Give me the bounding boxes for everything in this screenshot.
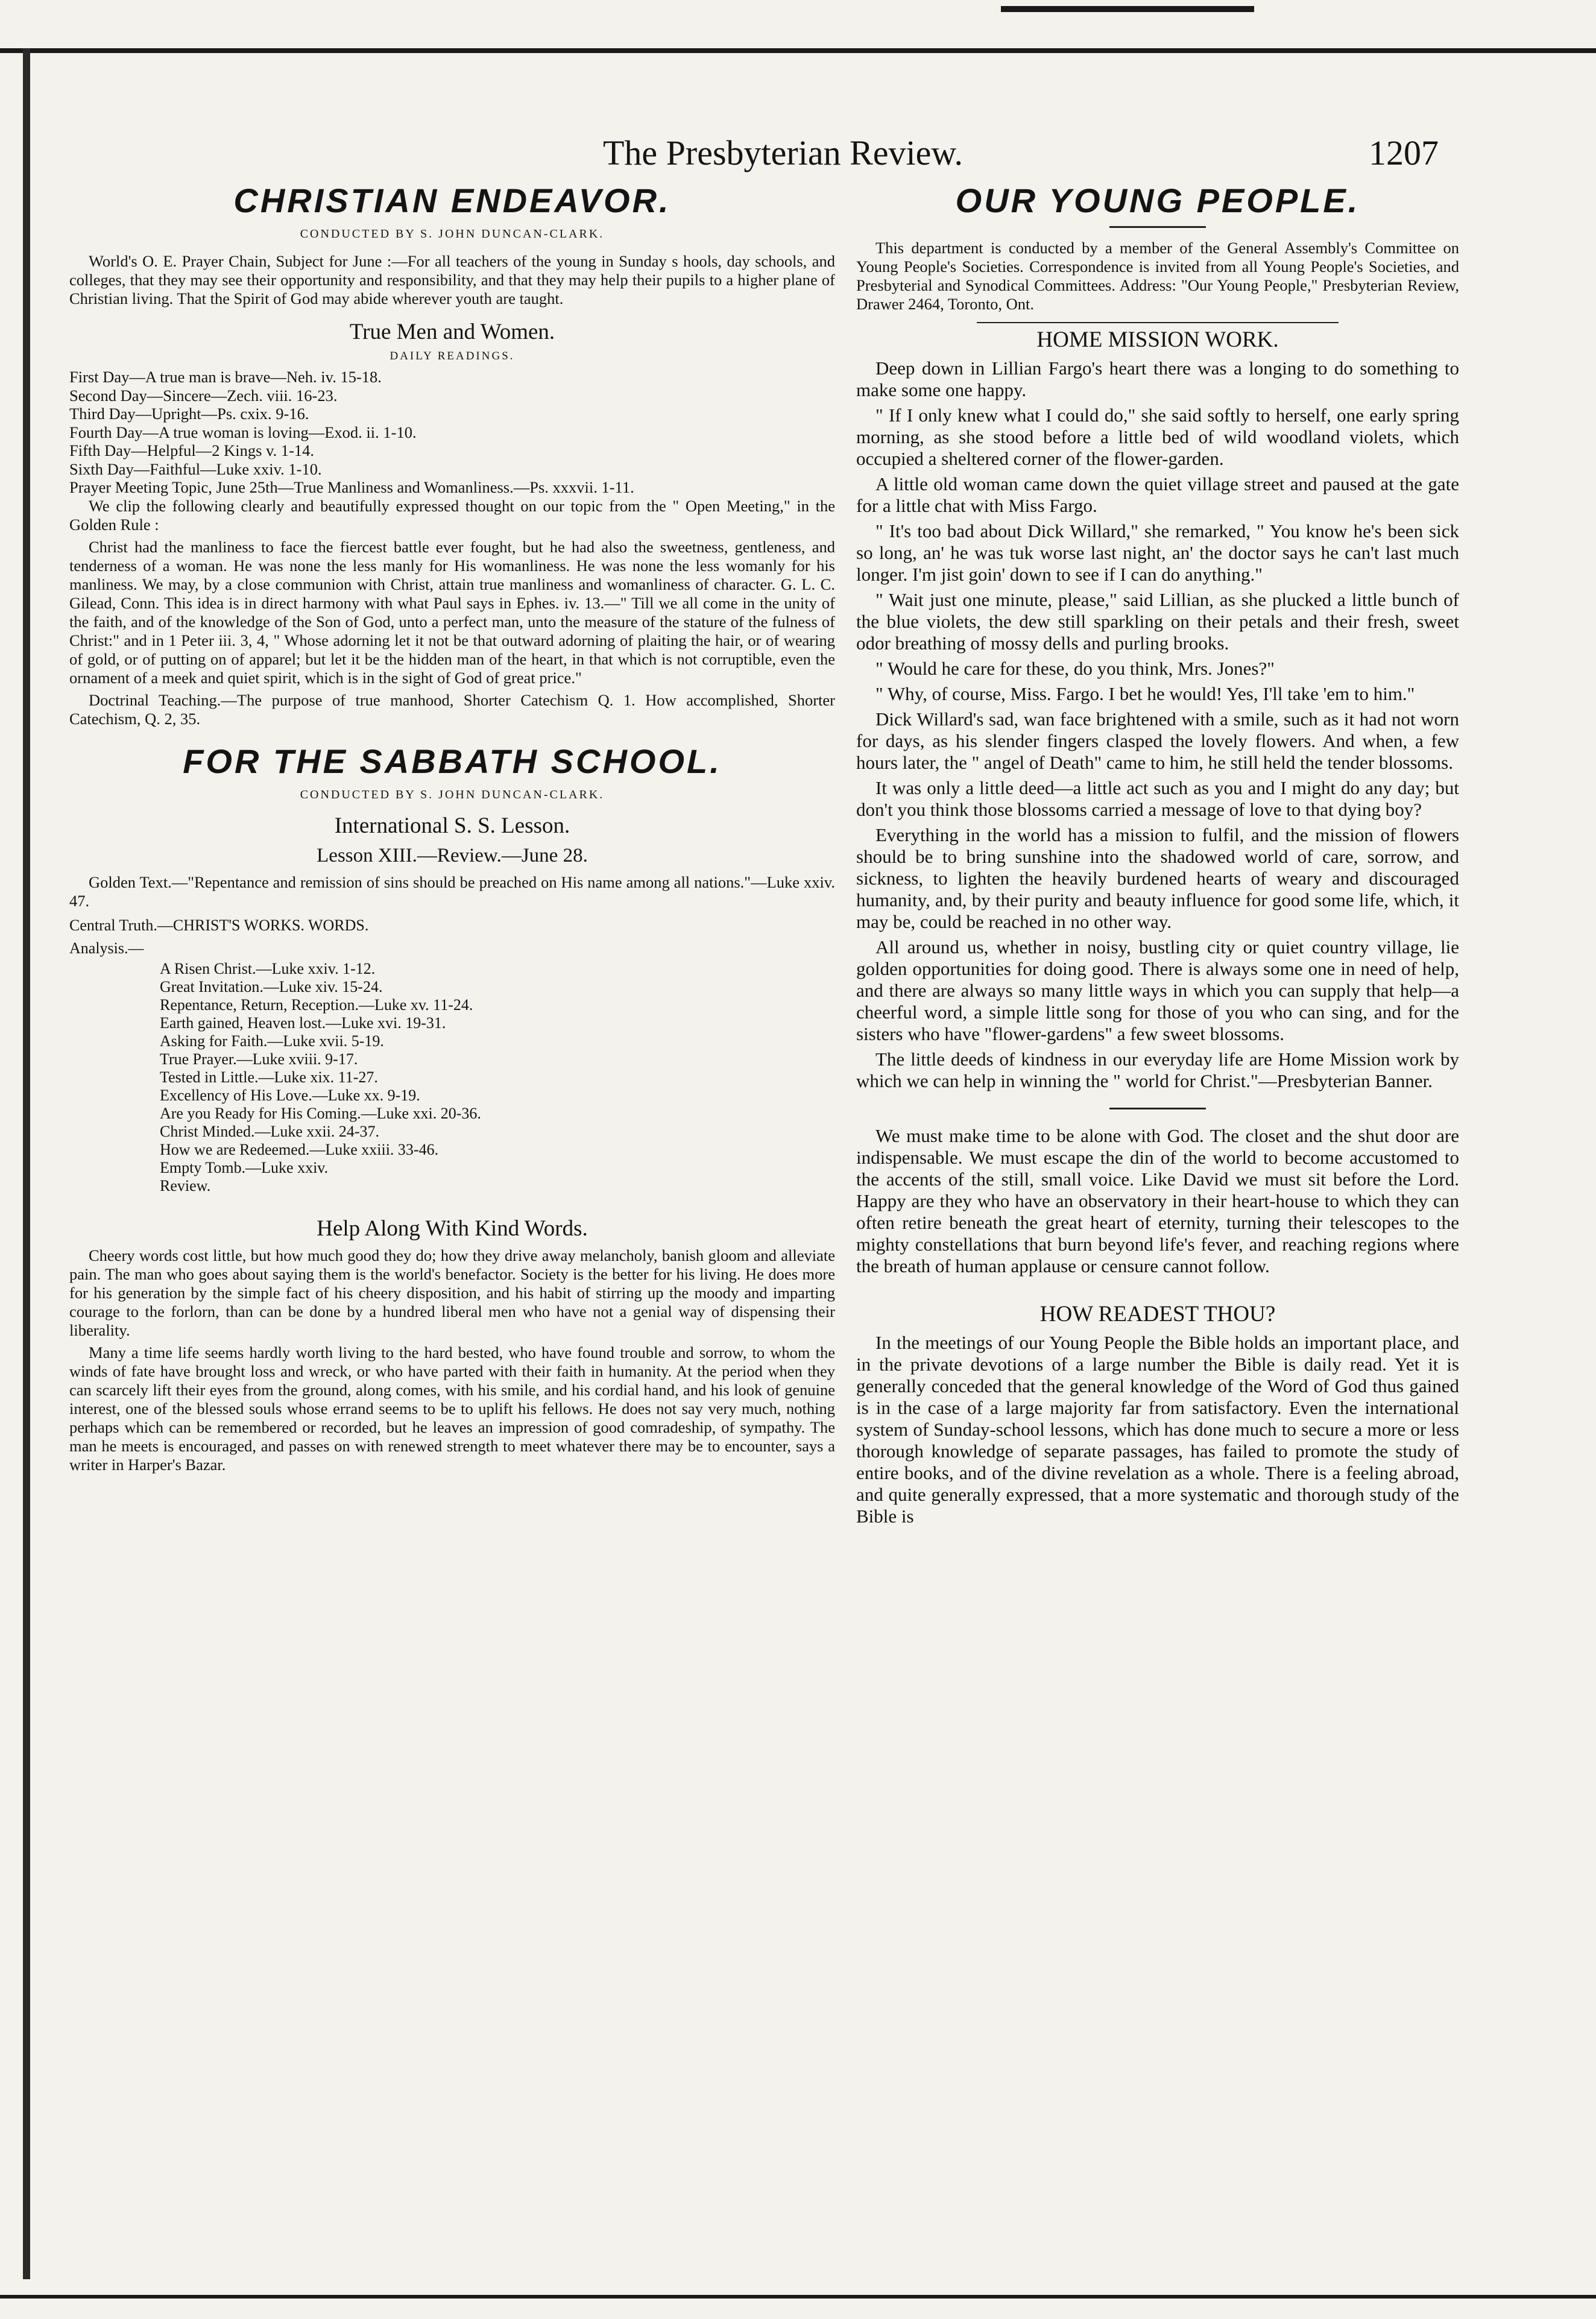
reading-3: Third Day—Upright—Ps. cxix. 9-16. xyxy=(69,405,309,423)
ce-byline: CONDUCTED BY S. JOHN DUNCAN-CLARK. xyxy=(300,227,605,241)
lesson-title: Lesson XIII.—Review.—June 28. xyxy=(317,844,588,866)
ss-byline: CONDUCTED BY S. JOHN DUNCAN-CLARK. xyxy=(300,787,605,801)
short-rule xyxy=(1109,226,1206,228)
section-rule xyxy=(1109,1108,1206,1109)
ss-lesson-heading: International S. S. Lesson. xyxy=(334,813,570,838)
ce-paragraph-2: Christ had the manliness to face the fiercest battle ever fought, but he had also the sweetness, gentleness, and tenderness of a woman. He was none the less manly for His womanliness. He was none the less womanly for his manliness. We may, by a close communion with Christ, attain true manliness and womanliness of character. G. L. C. Gilead, Conn. This idea is in direct harmony with what Paul says in Ephes. iv. 13.—" Till we all come in the unity of the faith, and of the knowledge of the Son of God, unto a perfect man, unto the measure of the stature of the fulness of Christ:" and in 1 Peter iii. 3, 4, " Whose adorning let it not be that outward adorning of plaiting the hair, or of wearing of gold, or of putting on of apparel; but let it be the hidden man of the heart, in that which is not corruptible, even the ornament of a meek and quiet spirit, which is in the sight of God of great price." xyxy=(69,537,835,687)
top-rule xyxy=(0,48,1596,53)
how-readest-heading: HOW READEST THOU? xyxy=(1039,1302,1276,1327)
list-item: Asking for Faith.—Luke xvii. 5-19. xyxy=(160,1032,384,1050)
alone-with-god-paragraph: We must make time to be alone with God. The closet and the shut door are indispensable. We must escape the din of the world to become accustomed to the accents of the still, small voice. Like David we must sit before the Lord. Happy are they who have an observatory in their heart-house to which they can often retire beneath the great heart of eternity, turning their telescopes to the mighty constellations that burn beyond life's fever, and reaching regions where the breath of human applause or censure cannot follow. xyxy=(856,1125,1459,1276)
bottom-rule xyxy=(0,2295,1596,2298)
reading-6: Sixth Day—Faithful—Luke xxiv. 1-10. xyxy=(69,459,322,478)
reading-5: Fifth Day—Helpful—2 Kings v. 1-14. xyxy=(69,441,315,459)
our-young-people-title: OUR YOUNG PEOPLE. xyxy=(955,181,1360,219)
reading-1: First Day—A true man is brave—Neh. iv. 15-18. xyxy=(69,368,382,386)
daily-readings-label: DAILY READINGS. xyxy=(390,350,515,362)
reading-2: Second Day—Sincere—Zech. viii. 16-23. xyxy=(69,386,338,405)
help-paragraph-1: Cheery words cost little, but how much good they do; how they drive away melancholy, banish gloom and alleviate pain. The man who goes about saying them is the world's benefactor. Society is the better for his living. He does more for his generation by the simple fact of his cheery disposition, and his habit of stirring up the moody and imparting courage to the forlorn, than can be done by a hundred liberal men who have not a genial way of dispensing their liberality. xyxy=(69,1246,835,1339)
hm-paragraph: The little deeds of kindness in our everyday life are Home Mission work by which we can help in winning the " world for Christ."—Presbyterian Banner. xyxy=(856,1049,1459,1091)
page-title: The Presbyterian Review. xyxy=(603,133,963,172)
list-item: A Risen Christ.—Luke xxiv. 1-12. xyxy=(160,959,376,977)
home-mission-heading: HOME MISSION WORK. xyxy=(1036,327,1279,352)
golden-text: Golden Text.—"Repentance and remission of sins should be preached on His name among all nations."—Luke xxiv. 47. xyxy=(69,872,835,910)
list-item: Review. xyxy=(160,1176,211,1194)
hm-paragraph: Deep down in Lillian Fargo's heart there was a longing to do something to make some one happy. xyxy=(856,358,1459,400)
how-readest-paragraph: In the meetings of our Young People the Bible holds an important place, and in the private devotions of a large number the Bible is daily read. Yet it is generally conceded that the general knowledge of the Word of God thus gained is in the case of a large majority far from satisfactory. Even the international system of Sunday-school lessons, which has done much to secure a more or less thorough knowledge of separate passages, has failed to promote the study of entire books, and of the divine revelation as a whole. There is a feeling abroad, and quite generally expressed, that a more systematic and thorough study of the Bible is xyxy=(856,1332,1459,1527)
list-item: How we are Redeemed.—Luke xxiii. 33-46. xyxy=(160,1140,439,1158)
list-item: Are you Ready for His Coming.—Luke xxi. 20-36. xyxy=(160,1104,481,1122)
left-column xyxy=(69,181,835,1478)
hm-paragraph: " Would he care for these, do you think, Mrs. Jones?" xyxy=(875,658,1275,679)
list-item: Earth gained, Heaven lost.—Luke xvi. 19-31. xyxy=(160,1014,446,1032)
hm-paragraph: Everything in the world has a mission to fulfil, and the mission of flowers should be to bring sunshine into the shadowed world of care, sorrow, and sickness, to lighten the heavily burdened hearts of weary and discouraged humanity, and, by their purity and beauty influence for good some life, which, it may be, could be reached in no other way. xyxy=(856,824,1459,932)
prayer-topic: Prayer Meeting Topic, June 25th—True Manliness and Womanliness.—Ps. xxxvii. 1-11. xyxy=(69,478,634,496)
christian-endeavor-title: CHRISTIAN ENDEAVOR. xyxy=(233,181,671,219)
list-item: Repentance, Return, Reception.—Luke xv. 11-24. xyxy=(160,995,473,1014)
ce-paragraph-1: We clip the following clearly and beautifully expressed thought on our topic from the " Open Meeting," in the Golden Rule : xyxy=(69,496,835,534)
hm-paragraph: " Wait just one minute, please," said Lillian, as she plucked a little bunch of the blue violets, the dew still sparkling on their petals and their fresh, sweet odor breathing of mossy dells and purling brooks. xyxy=(856,589,1459,654)
list-item: Christ Minded.—Luke xxii. 24-37. xyxy=(160,1122,379,1140)
left-edge-line xyxy=(23,48,30,2279)
right-column xyxy=(856,181,1459,1531)
top-smudge xyxy=(1001,6,1254,12)
hm-paragraph: " It's too bad about Dick Willard," she remarked, " You know he's been sick so long, an' he was tuk worse last night, an' the doctor says he can't last much longer. I'm jist goin' down to see if I can do anything." xyxy=(856,520,1459,585)
central-truth: Central Truth.—CHRIST'S WORKS. WORDS. xyxy=(69,916,369,934)
list-item: Great Invitation.—Luke xiv. 15-24. xyxy=(160,977,383,995)
hm-paragraph: All around us, whether in noisy, bustling city or quiet country village, lie golden opportunities for doing good. There is always some one in need of help, and there are always so many little ways in which you can supply that help—a cheerful word, a simple little song for those of you who can sing, and for the sisters who have "flower-gardens" a few sweet blossoms. xyxy=(856,936,1459,1044)
page-header xyxy=(0,133,1596,181)
page-number: 1207 xyxy=(1369,133,1439,172)
divider xyxy=(977,322,1339,323)
help-paragraph-2: Many a time life seems hardly worth living to the hard bested, who have found trouble and sorrow, to whom the winds of fate have brought loss and wreck, or who have parted with their faith in humanity. At the period when they can scarcely lift their eyes from the ground, along comes, with his smile, and his cordial hand, and his look of genuine interest, one of the blessed souls whose errand seems to be to uplift his fellows. He does not say very much, nothing perhaps which can be remembered or recorded, but he leaves an impression of good comradeship, of sympathy. The man he meets is encouraged, and passes on with renewed strength to meet whatever there may be to encounter, says a writer in Harper's Bazar. xyxy=(69,1343,835,1474)
hm-paragraph: It was only a little deed—a little act such as you and I might do any day; but don't you think those blossoms carried a message of love to that dying boy? xyxy=(856,777,1459,820)
ce-paragraph-3: Doctrinal Teaching.—The purpose of true manhood, Shorter Catechism Q. 1. How accomplished, Shorter Catechism, Q. 2, 35. xyxy=(69,690,835,728)
list-item: Excellency of His Love.—Luke xx. 9-19. xyxy=(160,1086,420,1104)
list-item: Tested in Little.—Luke xix. 11-27. xyxy=(160,1068,378,1086)
true-men-heading: True Men and Women. xyxy=(349,320,555,344)
analysis-list xyxy=(160,960,835,1195)
list-item: Empty Tomb.—Luke xxiv. xyxy=(160,1158,329,1176)
sabbath-school-title: FOR THE SABBATH SCHOOL. xyxy=(183,742,722,780)
hm-paragraph: Dick Willard's sad, wan face brightened with a smile, such as it had not worn for days, as his slender fingers clasped the lovely flowers. And when, a few hours later, the " angel of Death" came to him, he still held the tender blossoms. xyxy=(856,708,1459,773)
list-item: True Prayer.—Luke xviii. 9-17. xyxy=(160,1050,358,1068)
reading-4: Fourth Day—A true woman is loving—Exod. ii. 1-10. xyxy=(69,423,417,441)
hm-paragraph: A little old woman came down the quiet village street and paused at the gate for a little chat with Miss Fargo. xyxy=(856,473,1459,516)
oyp-intro: This department is conducted by a member of the General Assembly's Committee on Young People's Societies. Correspondence is invited from all Young People's Societies, and Presbyterial and Synodical Committees. Address: "Our Young People," Presbyterian Review, Drawer 2464, Toronto, Ont. xyxy=(856,239,1459,313)
ce-intro: World's O. E. Prayer Chain, Subject for June :—For all teachers of the young in Sunday s hools, day schools, and colleges, that they may see their opportunity and responsibility, and that they may help their pupils to a higher plane of Christian living. That the Spirit of God may abide wherever youth are taught. xyxy=(69,252,835,308)
help-along-heading: Help Along With Kind Words. xyxy=(317,1216,588,1241)
analysis-label: Analysis.— xyxy=(69,939,144,957)
hm-paragraph: " Why, of course, Miss. Fargo. I bet he would! Yes, I'll take 'em to him." xyxy=(875,683,1415,704)
hm-paragraph: " If I only knew what I could do," she said softly to herself, one early spring morning, as she stood before a little bed of wild woodland violets, which occupied a sheltered corner of the flower-garden. xyxy=(856,405,1459,469)
